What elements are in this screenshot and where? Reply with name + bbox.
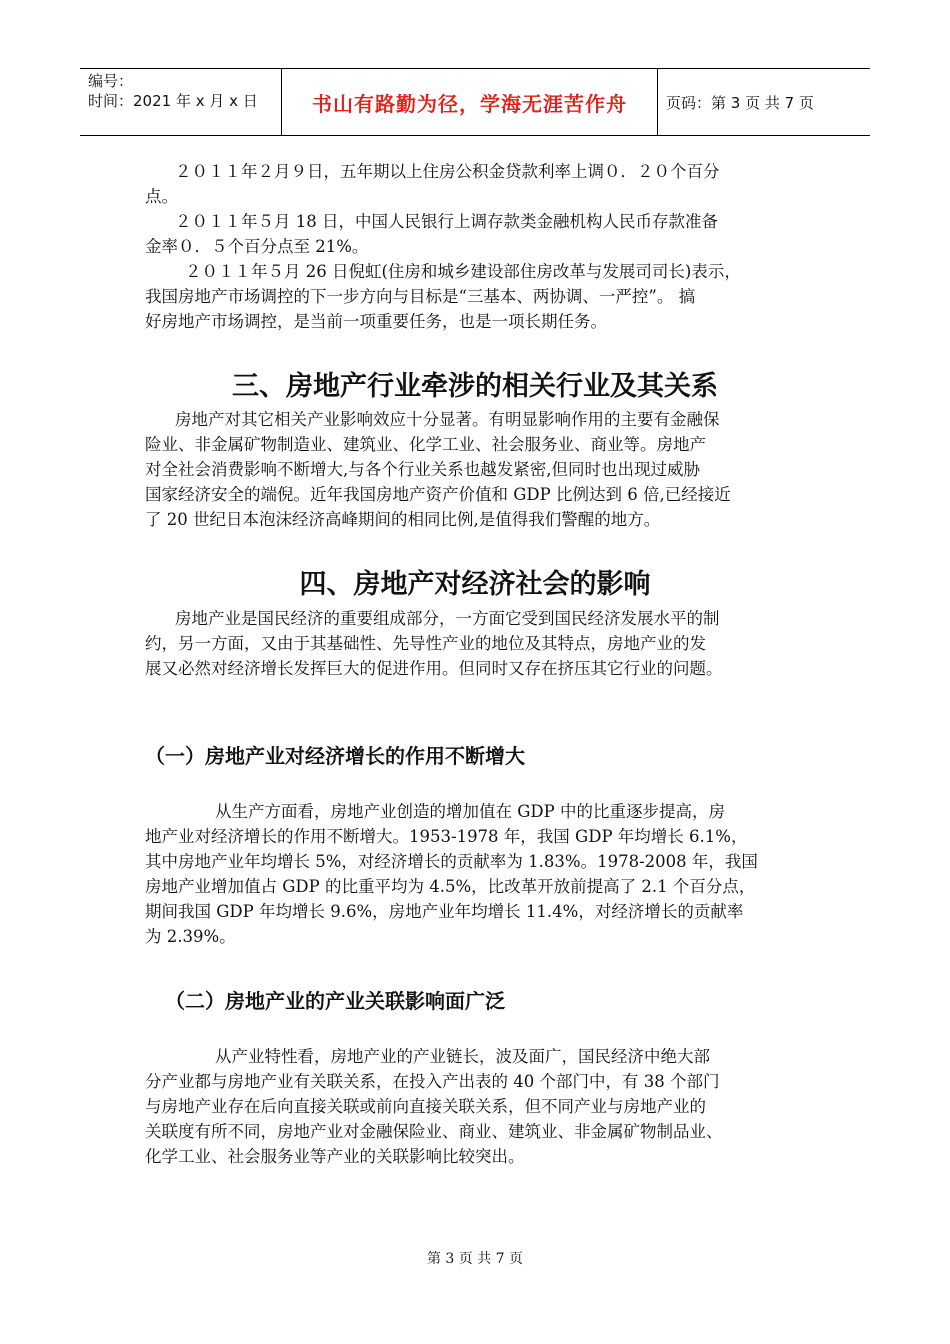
subsection-heading-1: （一）房地产业对经济增长的作用不断增大: [145, 744, 525, 768]
paragraph-line: 分产业都与房地产业有关联关系，在投入产出表的 40 个部门中，有 38 个部门: [145, 1072, 720, 1091]
paragraph-line: 国家经济安全的端倪。近年我国房地产资产价值和 GDP 比例达到 6 倍,已经接近: [145, 485, 731, 504]
paragraph-line: 期间我国 GDP 年均增长 9.6%，房地产业年均增长 11.4%，对经济增长的贡献率: [145, 902, 744, 921]
paragraph-line: 好房地产市场调控，是当前一项重要任务，也是一项长期任务。: [145, 312, 607, 331]
paragraph-line: 我国房地产市场调控的下一步方向与目标是“三基本、两协调、一严控”。 搞: [145, 287, 696, 306]
serial-label: 编号：: [88, 72, 134, 90]
paragraph-line: 关联度有所不同，房地产业对金融保险业、商业、建筑业、非金属矿物制品业、: [145, 1122, 723, 1141]
paragraph-line: ２０１１年５月 18 日，中国人民银行上调存款类金融机构人民币存款准备: [175, 212, 718, 231]
paragraph-line: 地产业对经济增长的作用不断增大。1953-1978 年，我国 GDP 年均增长 6.1%，: [145, 827, 748, 846]
paragraph-line: 房地产业是国民经济的重要组成部分，一方面它受到国民经济发展水平的制: [175, 609, 720, 628]
paragraph-line: 了 20 世纪日本泡沫经济高峰期间的相同比例,是值得我们警醒的地方。: [145, 510, 661, 529]
paragraph-line: 展又必然对经济增长发挥巨大的促进作用。但同时又存在挤压其它行业的问题。: [145, 659, 723, 678]
paragraph-line: 化学工业、社会服务业等产业的关联影响比较突出。: [145, 1147, 525, 1166]
paragraph-line: ２０１１年５月 26 日倪虹(住房和城乡建设部住房改革与发展司司长)表示，: [185, 262, 741, 281]
section-heading-3: 三、房地产行业牵涉的相关行业及其关系: [232, 371, 718, 402]
paragraph-line: 从生产方面看，房地产业创造的增加值在 GDP 中的比重逐步提高，房: [215, 802, 726, 821]
section-heading-4: 四、房地产对经济社会的影响: [299, 569, 651, 600]
paragraph-line: 与房地产业存在后向直接关联或前向直接关联关系，但不同产业与房地产业的: [145, 1097, 706, 1116]
paragraph-line: 金率０．５个百分点至 21%。: [145, 237, 369, 256]
paragraph-line: 从产业特性看，房地产业的产业链长，波及面广，国民经济中绝大部: [215, 1047, 710, 1066]
paragraph-line: 约，另一方面，又由于其基础性、先导性产业的地位及其特点，房地产业的发: [145, 634, 706, 653]
page-footer: 第 3 页 共 7 页: [426, 1251, 524, 1267]
time-label: 时间：2021 年 x 月 x 日: [88, 92, 258, 110]
header-page-info: 页码：第 3 页 共 7 页: [666, 93, 814, 112]
paragraph-line: 为 2.39%。: [145, 927, 236, 946]
paragraph-line: 其中房地产业年均增长 5%，对经济增长的贡献率为 1.83%。1978-2008 年，我国: [145, 852, 758, 871]
subsection-heading-2: （二）房地产业的产业关联影响面广泛: [165, 989, 505, 1013]
paragraph-line: 房地产业增加值占 GDP 的比重平均为 4.5%，比改革开放前提高了 2.1 个百分点，: [145, 877, 756, 896]
paragraph-line: 对全社会消费影响不断增大,与各个行业关系也越发紧密,但同时也出现过威胁: [145, 460, 700, 479]
page-header: [80, 68, 870, 136]
paragraph-line: 险业、非金属矿物制造业、建筑业、化学工业、社会服务业、商业等。房地产: [145, 435, 706, 454]
header-meta: [80, 69, 282, 135]
paragraph-line: 点。: [145, 187, 178, 206]
header-motto: 书山有路勤为径，学海无涯苦作舟: [282, 69, 658, 135]
paragraph-line: 房地产对其它相关产业影响效应十分显著。有明显影响作用的主要有金融保: [175, 410, 720, 429]
paragraph-line: ２０１１年２月９日，五年期以上住房公积金贷款利率上调０．２０个百分: [175, 162, 720, 181]
